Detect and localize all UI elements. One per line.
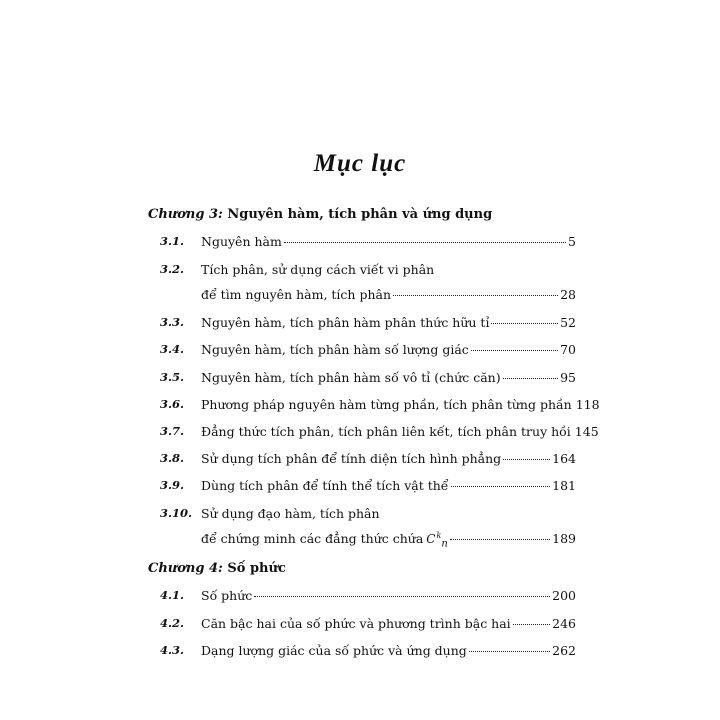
dot-leader (503, 378, 558, 379)
entry-number: 3.1. (160, 234, 185, 248)
entry-number: 4.1. (160, 588, 185, 602)
entry-page: 28 (560, 287, 576, 302)
entry-number: 4.2. (160, 616, 185, 630)
entry-text: để chứng minh các đẳng thức chứa (201, 531, 424, 546)
page-title: Mục lục (313, 150, 407, 177)
chapter-number: Chương 3: (148, 207, 223, 222)
entry-page: 262 (552, 643, 576, 658)
toc-entry-4-3[interactable] (160, 643, 576, 661)
entry-number: 3.3. (160, 315, 185, 329)
entry-text: Dùng tích phân để tính thể tích vật thể (201, 478, 449, 493)
entry-text: Sử dụng tích phân để tính diện tích hình phẳng (201, 451, 502, 466)
toc-entry-3-5[interactable] (160, 370, 576, 388)
entry-page: 118 (575, 397, 600, 412)
toc-entry-3-10-cont[interactable] (160, 531, 576, 549)
chapter-4-heading (148, 561, 286, 576)
toc-entry-3-2[interactable] (160, 262, 576, 280)
entry-text: Phương pháp nguyên hàm từng phần, tích phân từng phần (201, 397, 572, 412)
entry-number: 3.10. (160, 506, 193, 520)
toc-entry-3-7[interactable] (160, 424, 599, 442)
entry-page: 95 (560, 370, 576, 385)
dot-leader (471, 350, 558, 351)
dot-leader (491, 323, 558, 324)
entry-text: Dạng lượng giác của số phức và ứng dụng (201, 643, 467, 658)
entry-page: 70 (560, 342, 576, 357)
toc-entry-3-9[interactable] (160, 478, 576, 496)
dot-leader (469, 651, 550, 652)
entry-number: 3.2. (160, 262, 185, 276)
entry-number: 3.9. (160, 478, 185, 492)
entry-text: Đẳng thức tích phân, tích phân liên kết, tích phân truy hồi (201, 424, 571, 439)
chapter-3-heading (148, 207, 492, 222)
dot-leader (393, 295, 558, 296)
entry-number: 3.7. (160, 424, 185, 438)
toc-entry-3-10[interactable] (160, 506, 576, 524)
entry-number: 3.8. (160, 451, 185, 465)
chapter-title: Nguyên hàm, tích phân và ứng dụng (227, 207, 493, 222)
entry-number: 4.3. (160, 643, 185, 657)
entry-text: Nguyên hàm (201, 234, 282, 249)
entry-text: Căn bậc hai của số phức và phương trình bậc hai (201, 616, 511, 631)
toc-entry-3-3[interactable] (160, 315, 576, 333)
entry-text: Nguyên hàm, tích phân hàm phân thức hữu tỉ (201, 315, 490, 330)
chapter-number: Chương 4: (148, 561, 223, 576)
entry-page: 52 (560, 315, 576, 330)
entry-text: Tích phân, sử dụng cách viết vi phân (201, 262, 435, 277)
entry-text: Số phức (201, 588, 253, 603)
formula-c-n-k: $C^k_n$ (426, 531, 448, 550)
entry-text: Nguyên hàm, tích phân hàm số vô tỉ (chức căn) (201, 370, 501, 385)
toc-entry-3-2-cont[interactable] (160, 287, 576, 305)
dot-leader (451, 486, 551, 487)
toc-entry-3-8[interactable] (160, 451, 576, 469)
entry-number: 3.5. (160, 370, 185, 384)
entry-page: 181 (552, 478, 576, 493)
dot-leader (284, 242, 566, 243)
entry-page: 145 (574, 424, 599, 439)
dot-leader (450, 539, 550, 540)
toc-entry-3-6[interactable] (160, 397, 600, 415)
dot-leader (254, 596, 550, 597)
entry-page: 246 (552, 616, 576, 631)
toc-entry-3-1[interactable] (160, 234, 576, 252)
entry-text: để tìm nguyên hàm, tích phân (201, 287, 392, 302)
toc-entry-4-1[interactable] (160, 588, 576, 606)
chapter-title: Số phức (227, 561, 286, 576)
entry-number: 3.4. (160, 342, 185, 356)
toc-entry-4-2[interactable] (160, 616, 576, 634)
dot-leader (513, 624, 550, 625)
toc-entry-3-4[interactable] (160, 342, 576, 360)
entry-number: 3.6. (160, 397, 185, 411)
entry-text: Sử dụng đạo hàm, tích phân (201, 506, 380, 521)
entry-page: 164 (552, 451, 576, 466)
entry-page: 200 (552, 588, 576, 603)
dot-leader (503, 459, 550, 460)
entry-page: 5 (568, 234, 576, 249)
entry-text: Nguyên hàm, tích phân hàm số lượng giác (201, 342, 469, 357)
entry-page: 189 (552, 531, 576, 546)
